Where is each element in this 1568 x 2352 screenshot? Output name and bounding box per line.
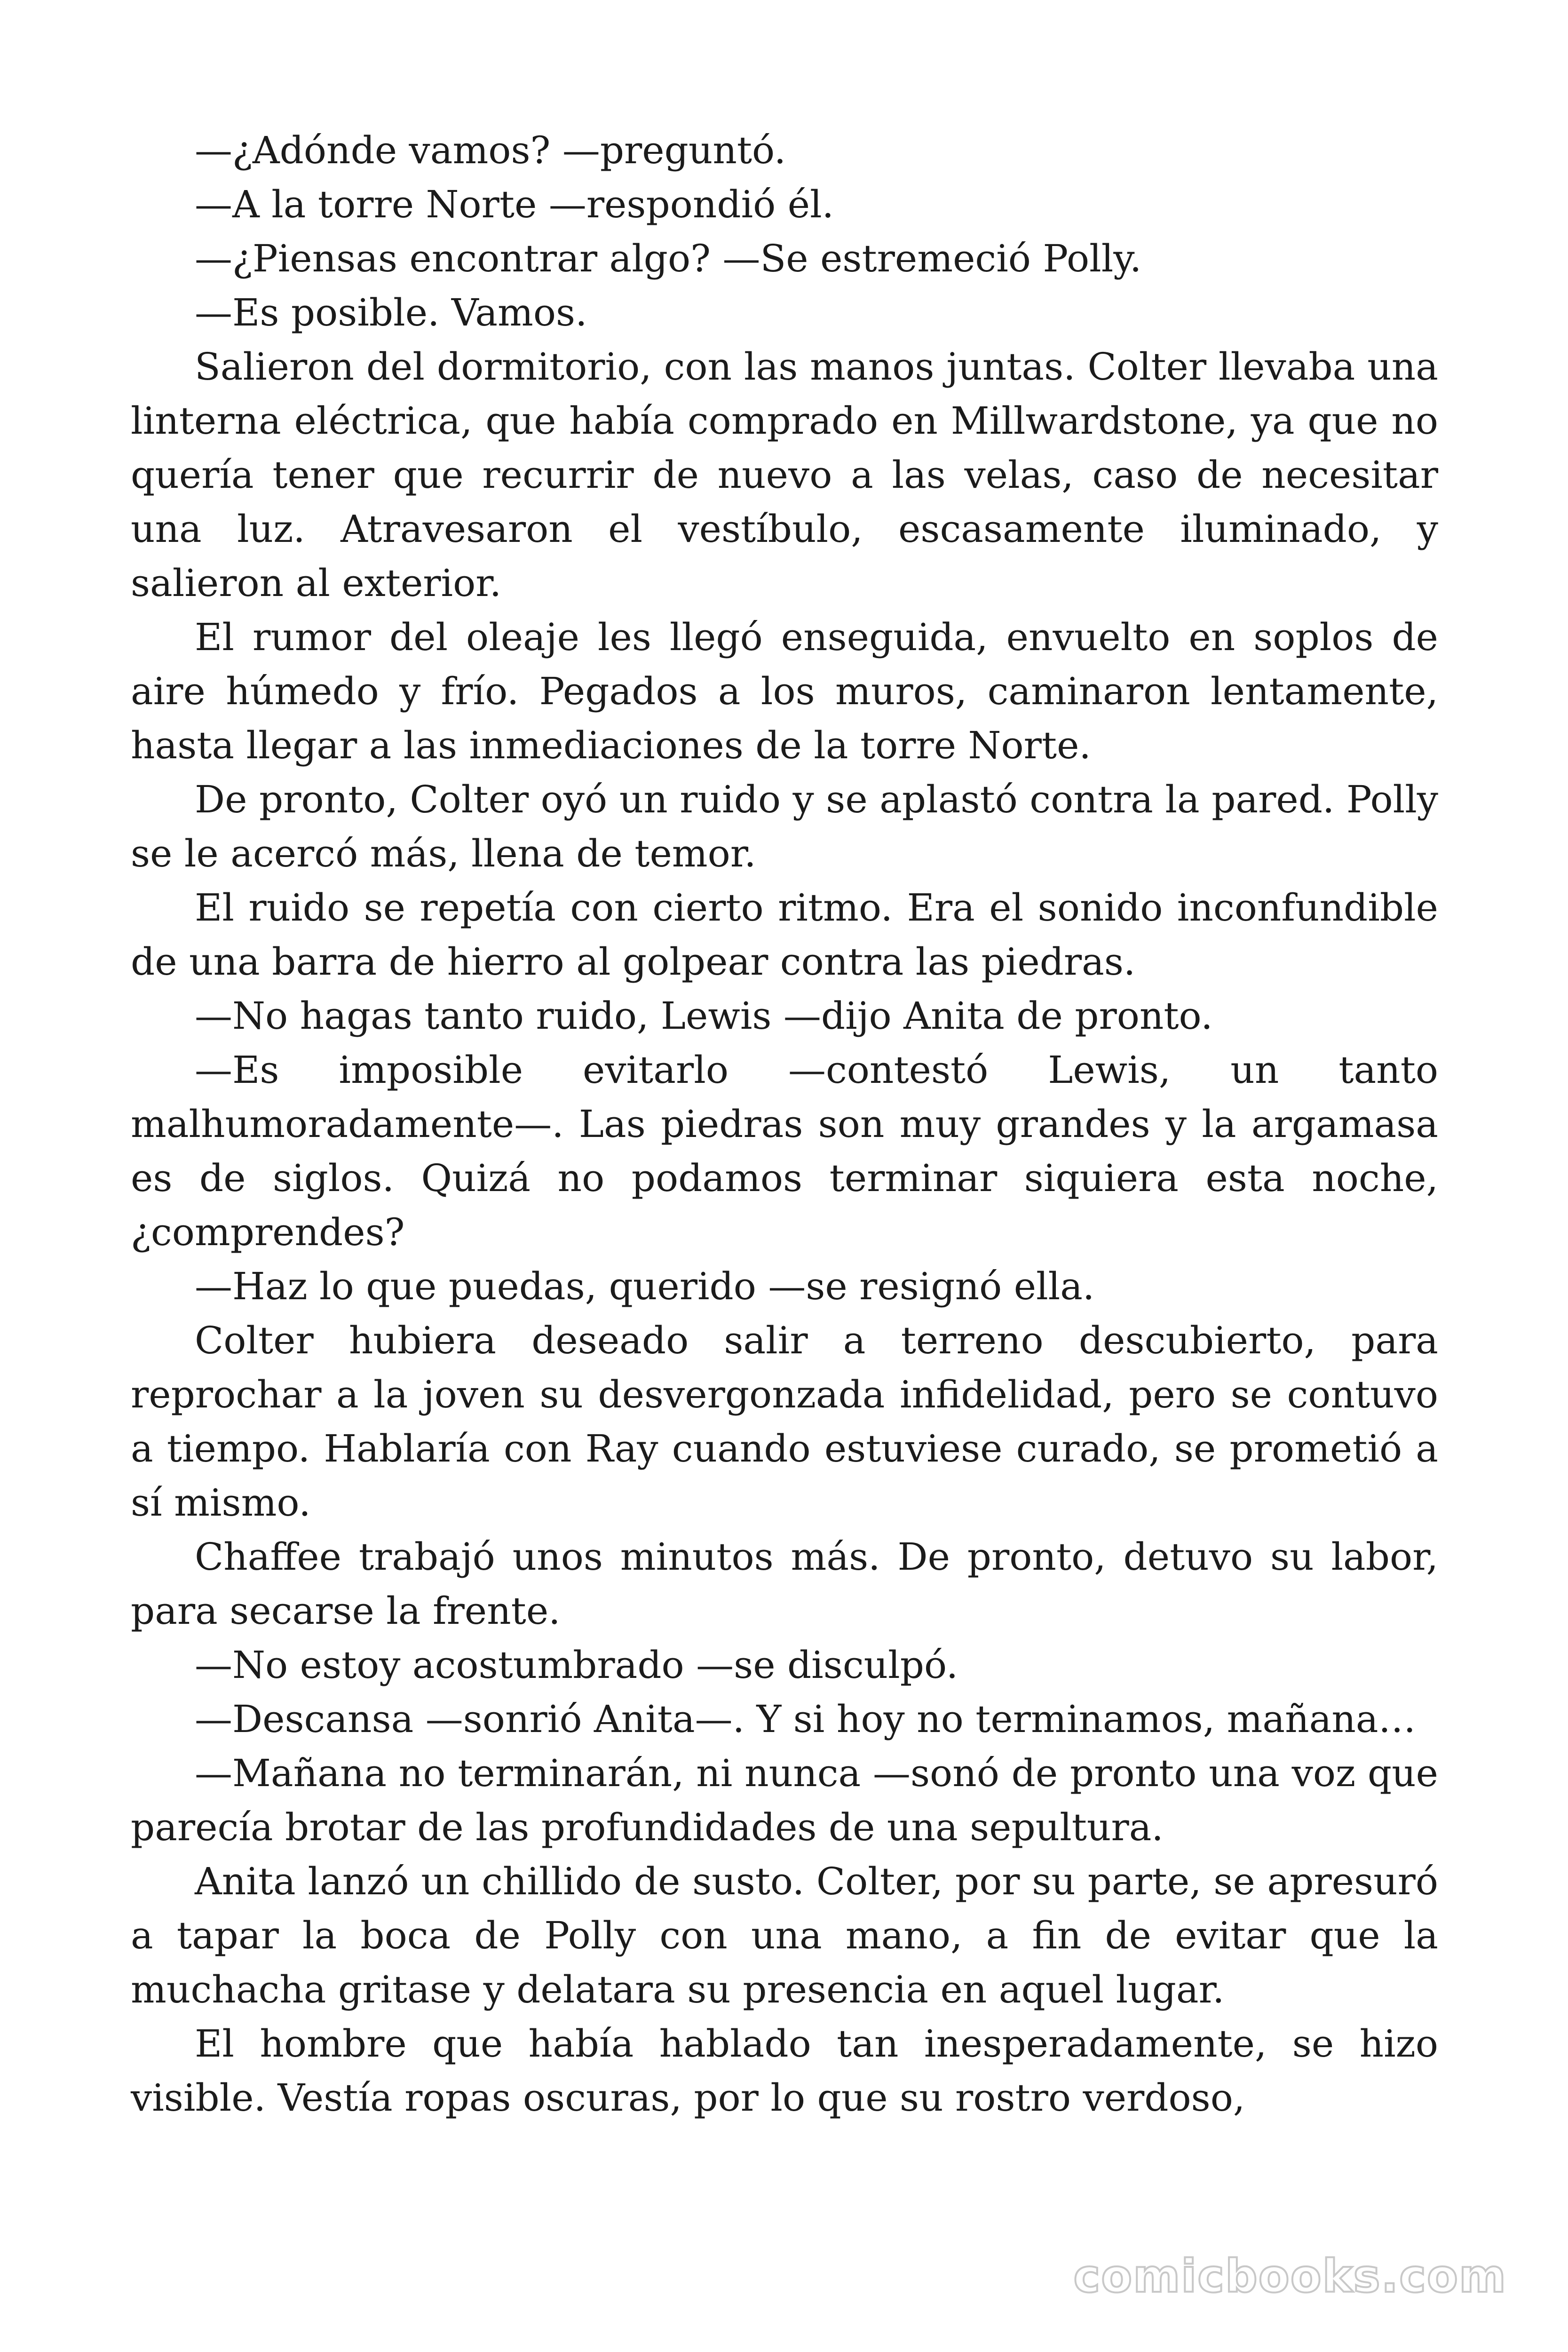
paragraph: El rumor del oleaje les llegó enseguida, envuelto en soplos de aire húmedo y frío. Pegados a los muros, caminaron lentamente, hasta llegar a las inmediaciones de la torre Norte. [131,615,1438,767]
paragraph: —No estoy acostumbrado —se disculpó. [195,1643,958,1687]
paragraph: —No hagas tanto ruido, Lewis —dijo Anita de pronto. [195,994,1213,1038]
paragraph: —A la torre Norte —respondió él. [195,183,834,226]
paragraph: Salieron del dormitorio, con las manos juntas. Colter llevaba una linterna eléctrica, que había comprado en Millwardstone, ya que no quería tener que recurrir de nuevo a las velas, caso de necesitar una luz. Atravesaron el vestíbulo, escasamente iluminado, y salieron al exterior. [131,345,1438,605]
paragraph: —Descansa —sonrió Anita—. Y si hoy no terminamos, mañana… [195,1697,1416,1741]
paragraph: El hombre que había hablado tan inesperadamente, se hizo visible. Vestía ropas oscuras, por lo que su rostro verdoso, [131,2022,1438,2120]
paragraph: —¿Piensas encontrar algo? —Se estremeció Polly. [195,237,1142,280]
paragraph: —Es imposible evitarlo —contestó Lewis, un tanto malhumoradamente—. Las piedras son muy grandes y la argamasa es de siglos. Quizá no podamos terminar siquiera esta noche, ¿comprendes? [131,1048,1438,1254]
paragraph: —Mañana no terminarán, ni nunca —sonó de pronto una voz que parecía brotar de las profundidades de una sepultura. [131,1751,1438,1849]
paragraph: Chaffee trabajó unos minutos más. De pronto, detuvo su labor, para secarse la frente. [131,1535,1438,1633]
watermark-logo: comicbooks.com [1073,2250,1507,2303]
body-text [131,123,1438,2125]
paragraph: Colter hubiera deseado salir a terreno descubierto, para reprochar a la joven su desvergonzada infidelidad, pero se contuvo a tiempo. Hablaría con Ray cuando estuviese curado, se prometió a sí mismo. [131,1319,1438,1525]
paragraph: —Haz lo que puedas, querido —se resignó ella. [195,1264,1095,1308]
paragraph: —¿Adónde vamos? —preguntó. [195,128,786,172]
paragraph: Anita lanzó un chillido de susto. Colter, por su parte, se apresuró a tapar la boca de Polly con una mano, a fin de evitar que la muchacha gritase y delatara su presencia en aquel lugar. [131,1859,1438,2011]
paragraph: De pronto, Colter oyó un ruido y se aplastó contra la pared. Polly se le acercó más, llena de temor. [131,778,1438,875]
paragraph: —Es posible. Vamos. [195,291,587,334]
paragraph: El ruido se repetía con cierto ritmo. Era el sonido inconfundible de una barra de hierro al golpear contra las piedras. [131,886,1438,984]
